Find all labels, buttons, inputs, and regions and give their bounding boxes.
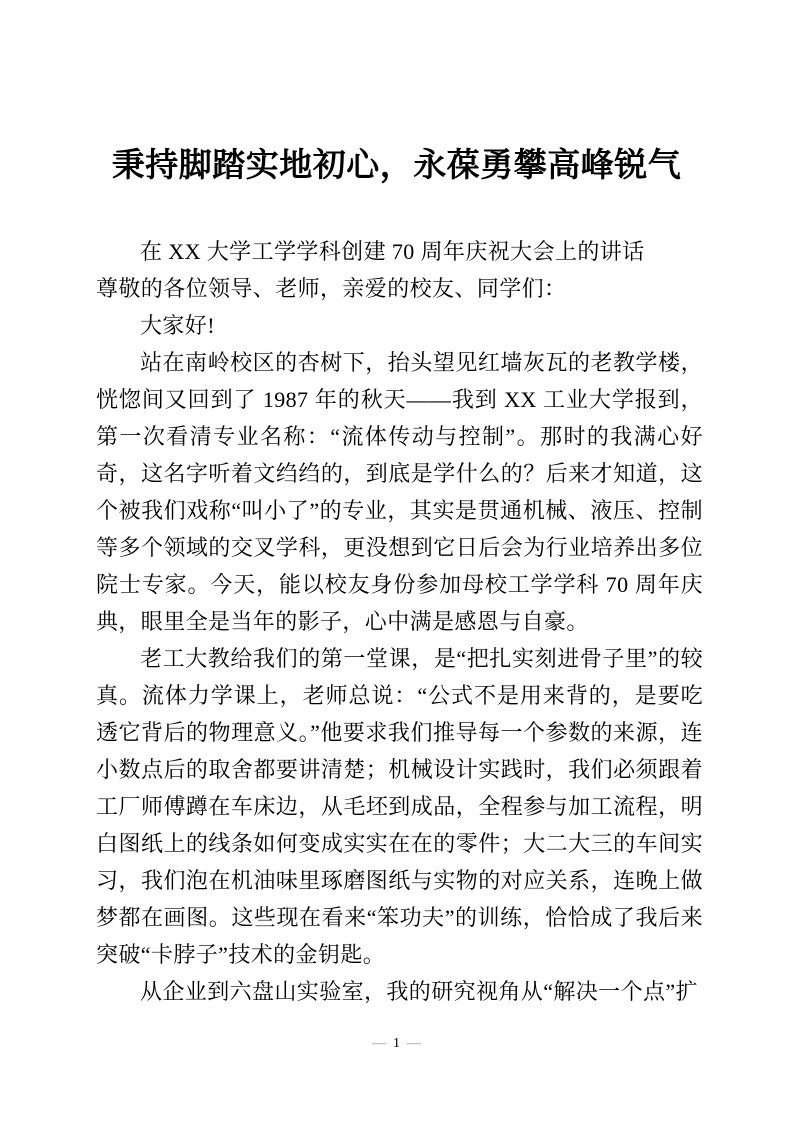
- document-body: [96, 233, 703, 1010]
- footer-dash-right: —: [407, 1036, 421, 1051]
- document-title: 秉持脚踏实地初心，永葆勇攀高峰锐气: [111, 148, 682, 184]
- subtitle-line: 在 XX 大学工学学科创建 70 周年庆祝大会上的讲话: [140, 239, 645, 264]
- greeting-line: 大家好!: [140, 313, 215, 338]
- page-number: 1: [393, 1036, 400, 1051]
- body-paragraph: 站在南岭校区的杏树下，抬头望见红墙灰瓦的老教学楼，恍惚间又回到了 1987 年的秋天——我到 XX 工业大学报到，第一次看清专业名称：“流体传动与控制”。那时的我满心好奇，这名字听着文绉绉的，到底是学什么的？后来才知道，这个被我们戏称“叫小了”的专业，其实是贯通机械、液压、控制等多个领域的交叉学科，更没想到它日后会为行业培养出多位院士专家。今天，能以校友身份参加母校工学学科 70 周年庆典，眼里全是当年的影子，心中满是感恩与自豪。: [96, 350, 703, 634]
- body-paragraph: 老工大教给我们的第一堂课，是“把扎实刻进骨子里”的较真。流体力学课上，老师总说：“公式不是用来背的，是要吃透它背后的物理意义。”他要求我们推导每一个参数的来源，连小数点后的取舍都要讲清楚；机械设计实践时，我们必须跟着工厂师傅蹲在车床边，从毛坯到成品，全程参与加工流程，明白图纸上的线条如何变成实实在在的零件；大二大三的车间实习，我们泡在机油味里琢磨图纸与实物的对应关系，连晚上做梦都在画图。这些现在看来“笨功夫”的训练，恰恰成了我后来突破“卡脖子”技术的金钥匙。: [96, 646, 703, 967]
- page-footer: [0, 1033, 793, 1055]
- body-paragraph: 从企业到六盘山实验室，我的研究视角从“解决一个点”扩: [140, 979, 698, 1004]
- salutation-line: 尊敬的各位领导、老师，亲爱的校友、同学们：: [96, 276, 567, 301]
- footer-dash-left: —: [372, 1036, 386, 1051]
